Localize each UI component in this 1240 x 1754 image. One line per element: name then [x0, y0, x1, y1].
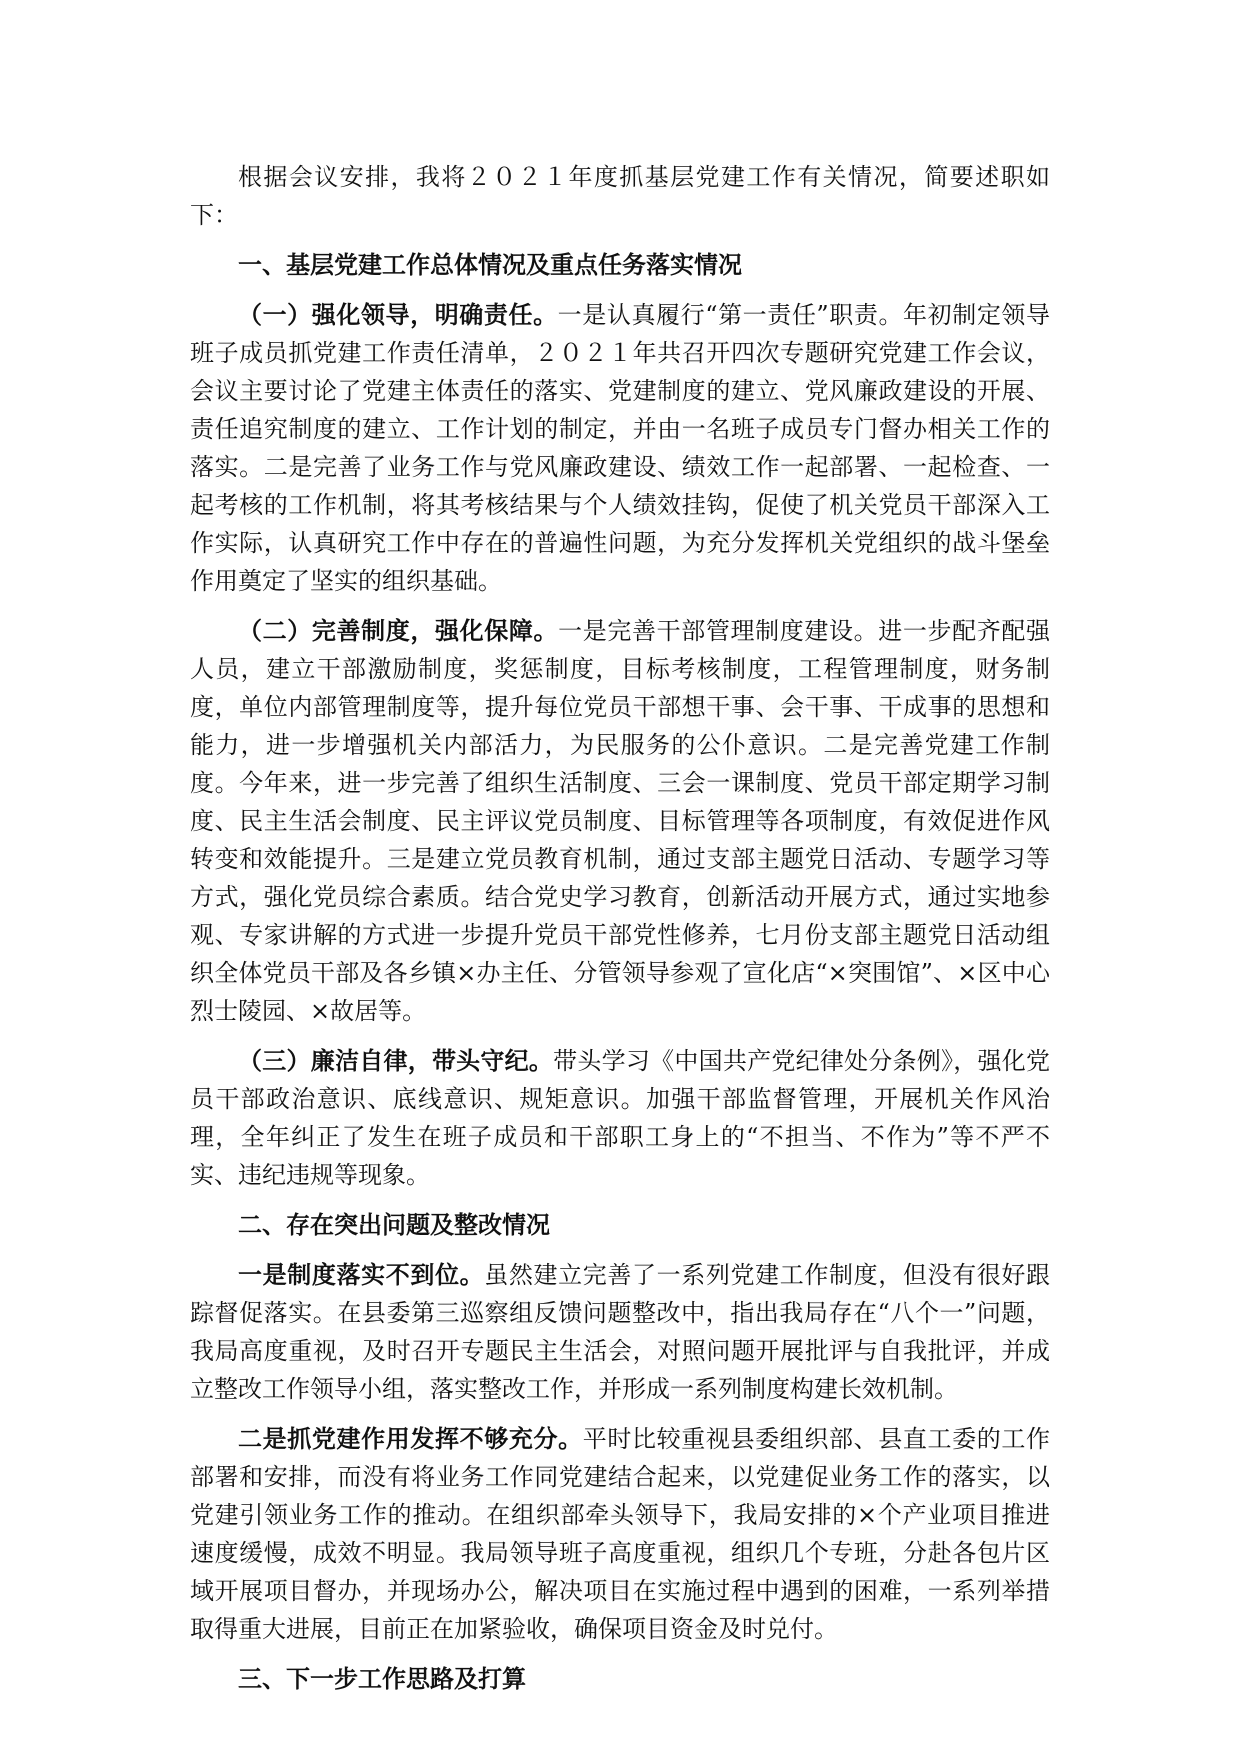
paragraph-lead: 一是制度落实不到位。: [238, 1260, 485, 1289]
paragraph-lead: （一）强化领导，明确责任。: [238, 300, 558, 329]
section-1-paragraph-2: [190, 612, 1050, 1030]
paragraph-text: 一是认真履行“第一责任”职责。年初制定领导班子成员抓党建工作责任清单，２０２１年共召开四次专题研究党建工作会议，会议主要讨论了党建主体责任的落实、党建制度的建立、党风廉政建设的开展、责任追究制度的建立、工作计划的制定，并由一名班子成员专门督办相关工作的落实。二是完善了业务工作与党风廉政建设、绩效工作一起部署、一起检查、一起考核的工作机制，将其考核结果与个人绩效挂钩，促使了机关党员干部深入工作实际，认真研究工作中存在的普遍性问题，为充分发挥机关党组织的战斗堡垒作用奠定了坚实的组织基础。: [190, 301, 1050, 595]
intro-paragraph: 根据会议安排，我将２０２１年度抓基层党建工作有关情况，简要述职如下：: [190, 163, 1050, 229]
section-2-paragraph-2: [190, 1420, 1050, 1648]
section-1-paragraph-1: [190, 296, 1050, 600]
section-1-heading: 一、基层党建工作总体情况及重点任务落实情况: [238, 250, 742, 279]
paragraph-lead: （三）廉洁自律，带头守纪。: [238, 1046, 554, 1075]
section-2-heading: 二、存在突出问题及整改情况: [238, 1210, 550, 1239]
section-3-heading: 三、下一步工作思路及打算: [238, 1664, 526, 1693]
section-1-paragraph-3: [190, 1042, 1050, 1194]
paragraph-text: 带头学习《中国共产党纪律处分条例》，强化党员干部政治意识、底线意识、规矩意识。加强干部监督管理，开展机关作风治理，全年纠正了发生在班子成员和干部职工身上的“不担当、不作为”等不严不实、违纪违规等现象。: [190, 1047, 1051, 1189]
paragraph-lead: 二是抓党建作用发挥不够充分。: [238, 1424, 583, 1453]
paragraph-lead: （二）完善制度，强化保障。: [238, 616, 559, 645]
paragraph-text: 一是完善干部管理制度建设。进一步配齐配强人员，建立干部激励制度，奖惩制度，目标考核制度，工程管理制度，财务制度，单位内部管理制度等，提升每位党员干部想干事、会干事、干成事的思想和能力，进一步增强机关内部活力，为民服务的公仆意识。二是完善党建工作制度。今年来，进一步完善了组织生活制度、三会一课制度、党员干部定期学习制度、民主生活会制度、民主评议党员制度、目标管理等各项制度，有效促进作风转变和效能提升。三是建立党员教育机制，通过支部主题党日活动、专题学习等方式，强化党员综合素质。结合党史学习教育，创新活动开展方式，通过实地参观、专家讲解的方式进一步提升党员干部党性修养，七月份支部主题党日活动组织全体党员干部及各乡镇×办主任、分管领导参观了宣化店“×突围馆”、×区中心烈士陵园、×故居等。: [190, 617, 1050, 1025]
section-2-paragraph-1: [190, 1256, 1050, 1408]
paragraph-text: 平时比较重视县委组织部、县直工委的工作部署和安排，而没有将业务工作同党建结合起来，以党建促业务工作的落实，以党建引领业务工作的推动。在组织部牵头领导下，我局安排的×个产业项目推进速度缓慢，成效不明显。我局领导班子高度重视，组织几个专班，分赴各包片区域开展项目督办，并现场办公，解决项目在实施过程中遇到的困难，一系列举措取得重大进展，目前正在加紧验收，确保项目资金及时兑付。: [190, 1425, 1050, 1643]
document-body: [190, 158, 1050, 1710]
paragraph-text: 虽然建立完善了一系列党建工作制度，但没有很好跟踪督促落实。在县委第三巡察组反馈问题整改中，指出我局存在“八个一”问题，我局高度重视，及时召开专题民主生活会，对照问题开展批评与自我批评，并成立整改工作领导小组，落实整改工作，并形成一系列制度构建长效机制。: [190, 1261, 1050, 1403]
